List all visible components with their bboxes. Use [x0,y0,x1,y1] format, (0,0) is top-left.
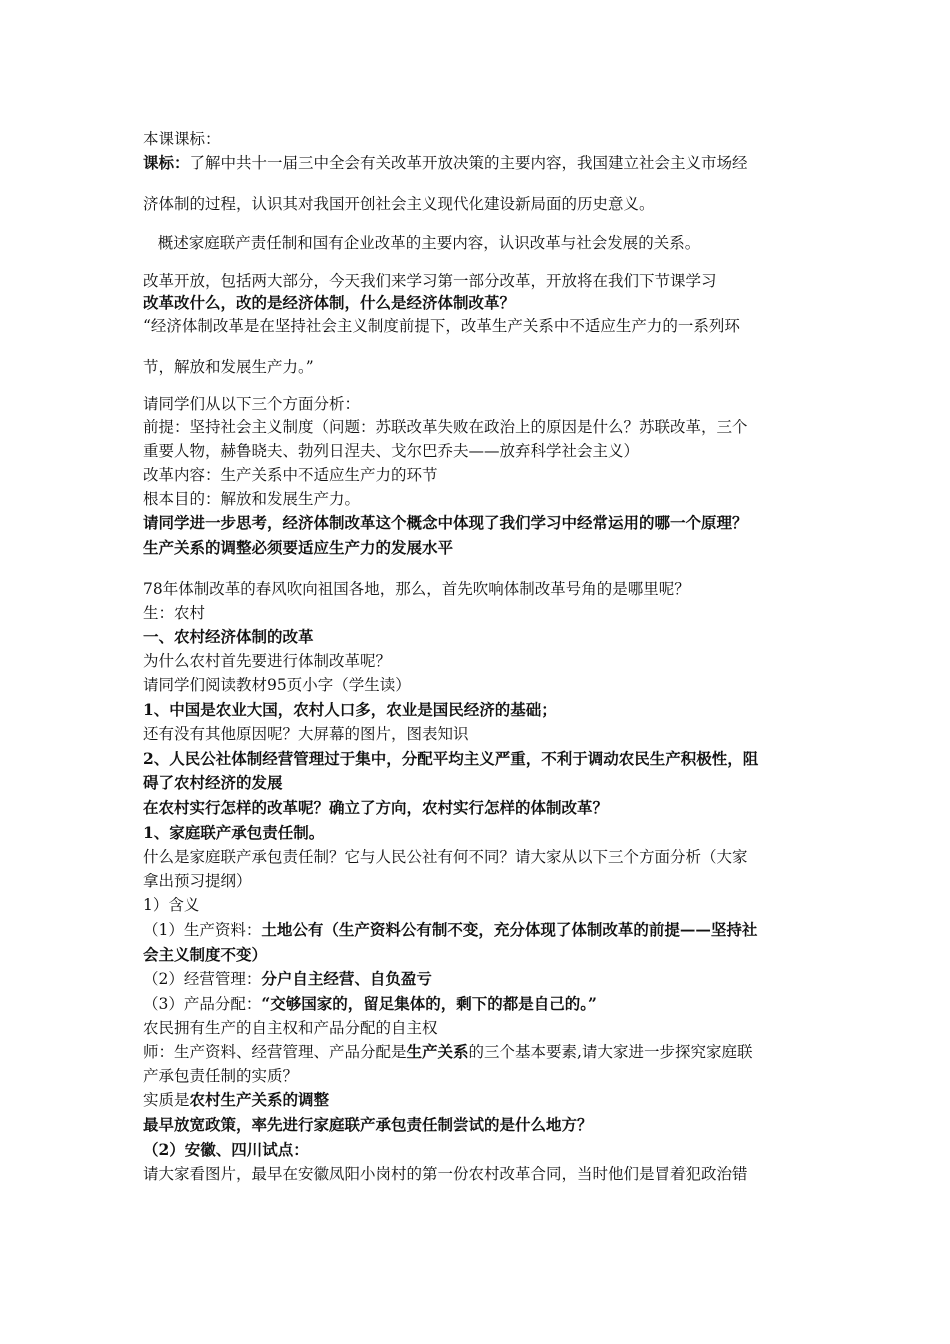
mixed-line [143,1041,813,1063]
bold-span: 生产关系 [406,1042,469,1061]
paragraph-line: 概述家庭联产责任制和国有企业改革的主要内容，认识改革与社会发展的关系。 [143,234,701,252]
bold-line: 会主义制度不变） [143,945,268,964]
paragraph-line: 济体制的过程，认识其对我国开创社会主义现代化建设新局面的历史意义。 [143,195,655,213]
mixed-line [143,968,813,990]
text-span: （2）经营管理： [143,970,262,988]
paragraph-line: 请同学们阅读教材95页小字（学生读） [143,676,411,694]
subsection-heading: 1、家庭联产承包责任制。 [143,823,325,842]
question-line: 请同学进一步思考，经济体制改革这个概念中体现了我们学习中经常运用的哪一个原理？ [143,513,748,532]
text-span: （1）生产资料： [143,921,262,939]
quote-line: 节，解放和发展生产力。” [143,358,314,376]
quote-line: “经济体制改革是在坚持社会主义制度前提下，改革生产关系中不适应生产力的一系列环 [143,317,740,335]
question-line: 最早放宽政策，率先进行家庭联产承包责任制尝试的是什么地方？ [143,1115,593,1134]
bold-span: 农村生产关系的调整 [189,1090,330,1109]
subsection-heading: （2）安徽、四川试点： [143,1140,309,1159]
paragraph-line: 根本目的：解放和发展生产力。 [143,490,361,508]
paragraph-line: 前提：坚持社会主义制度（问题：苏联改革失败在政治上的原因是什么？苏联改革，三个 [143,418,748,436]
reason-line: 1、中国是农业大国，农村人口多，农业是国民经济的基础； [143,700,557,719]
text-span: 师：生产资料、经营管理、产品分配是 [143,1043,407,1061]
answer-line: 生产关系的调整必须要适应生产力的发展水平 [143,538,454,557]
paragraph-line: 1）含义 [143,896,200,914]
paragraph-line: 还有没有其他原因呢？大屏幕的图片，图表知识 [143,725,469,743]
question-line: 在农村实行怎样的改革呢？确立了方向，农村实行怎样的体制改革？ [143,798,609,817]
bold-span: 分户自主经营、自负盈亏 [261,969,432,988]
bold-span: 土地公有（生产资料公有制不变，充分体现了体制改革的前提——坚持社 [261,920,758,939]
paragraph-line: 78年体制改革的春风吹向祖国各地，那么，首先吹响体制改革号角的是哪里呢？ [143,580,690,598]
paragraph-line: 改革内容：生产关系中不适应生产力的环节 [143,466,438,484]
paragraph-line: 重要人物，赫鲁晓夫、勃列日涅夫、戈尔巴乔夫——放弃科学社会主义） [143,442,640,460]
paragraph-line: 拿出预习提纲） [143,872,252,890]
paragraph-line: 产承包责任制的实质？ [143,1067,299,1085]
line-course-standard [143,152,813,174]
paragraph-line: 什么是家庭联产承包责任制？它与人民公社有何不同？请大家从以下三个方面分析（大家 [143,848,748,866]
paragraph-line: 生：农村 [143,604,206,622]
mixed-line [143,993,813,1015]
text-span: 的三个基本要素,请大家进一步探究家庭联 [468,1043,753,1061]
paragraph-line: 农民拥有生产的自主权和产品分配的自主权 [143,1019,438,1037]
paragraph-line: 请同学们从以下三个方面分析： [143,395,361,413]
mixed-line [143,1089,813,1111]
section-heading: 一、农村经济体制的改革 [143,627,314,646]
text-span: （3）产品分配： [143,995,262,1013]
line-course-standard-heading: 本课课标： [143,130,221,148]
paragraph-line: 请大家看图片，最早在安徽凤阳小岗村的第一份农村改革合同，当时他们是冒着犯政治错 [143,1165,748,1183]
text-span: 实质是 [143,1091,190,1109]
paragraph-line: 改革开放，包括两大部分，今天我们来学习第一部分改革，开放将在我们下节课学习 [143,272,717,290]
paragraph-line: 为什么农村首先要进行体制改革呢？ [143,652,392,670]
text-span: 了解中共十一届三中全会有关改革开放决策的主要内容，我国建立社会主义市场经 [189,154,748,172]
mixed-line [143,919,813,941]
reason-line: 2、人民公社体制经营管理过于集中，分配平均主义严重，不利于调动农民生产积极性，阻 [143,749,759,768]
bold-span: “交够国家的，留足集体的，剩下的都是自己的。” [261,994,597,1013]
label-kebiao: 课标： [143,153,190,172]
question-line: 改革改什么，改的是经济体制，什么是经济体制改革？ [143,293,516,312]
reason-line: 碍了农村经济的发展 [143,773,283,792]
